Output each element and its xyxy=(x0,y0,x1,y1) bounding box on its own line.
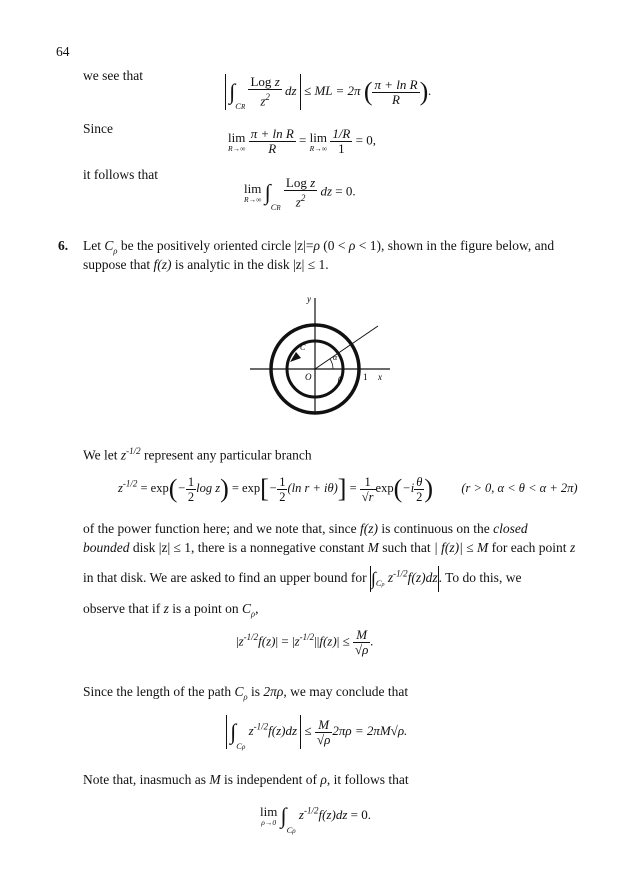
text-since-length: Since the length of the path $C_\rho$ is 2πρ, we may conclude that xyxy=(83,684,409,702)
equation-pointwise-bound: $|z^{-1/2}f(z)| = |z^{-1/2}||f(z)|$ ≤ $\frac{M}{√\rho}$ . xyxy=(236,627,374,657)
text-power-line1: of the power function here; and we note that, since f(z) is continuous on the closed xyxy=(83,521,528,536)
one-label: 1 xyxy=(363,372,368,382)
text-since: Since xyxy=(83,121,113,136)
equation-limit: lim R→∞ $\frac{\text{π + ln R}}{R}$ = lim R→∞ $\frac{1/R}{1}$ = 0, xyxy=(228,126,376,156)
text-observe: observe that if z is a point on $C_\rho$, xyxy=(83,601,259,619)
page-number: 64 xyxy=(56,44,70,59)
x-axis-label: x xyxy=(378,372,382,382)
item6-line2: suppose that f(z) is analytic in the disk |z| ≤ 1. xyxy=(83,257,329,272)
branch-ray xyxy=(315,326,378,369)
equation-branch-definition: $z^{-1/2} = \exp(-$ $\frac{1}{2}$ log z) = exp[− $\frac{1}{2}$ (ln r + iθ)] = $\frac{1}{√r}$ exp(−i $\frac{\theta}{2}$ ) (r > 0, α < θ < α + 2π) xyxy=(118,474,578,504)
text-we-let: We let $z^{-1/2}$ represent any particular branch xyxy=(83,446,312,463)
item6-line1: Let $C_\rho$ be the positively oriented circle |z|=ρ (0 < ρ < 1), shown in the figure below, and xyxy=(83,238,555,256)
circle-figure xyxy=(250,290,400,420)
circle-label: C xyxy=(300,343,306,352)
alpha-label: α xyxy=(333,353,338,362)
origin-label: O xyxy=(305,372,312,382)
text-we-see-that: we see that xyxy=(83,68,143,83)
item6-number: 6. xyxy=(58,238,69,253)
text-it-follows: it follows that xyxy=(83,167,158,182)
equation-limit-integral: lim R→∞ $\int_{CR}$ $\frac{\text{Log z}}{z^2}$ dz = 0. xyxy=(244,175,356,212)
text-note-that: Note that, inasmuch as M is independent of ρ, it follows that xyxy=(83,772,409,787)
y-axis-label: y xyxy=(307,294,311,304)
equation-ml-bound: $\int_{CR}$ $\frac{\text{Log z}}{z^2}$ dz ≤ ML = 2π ( $\frac{\text{π + ln R}}{R}$ ). xyxy=(225,74,432,111)
equation-final-limit: lim ρ→0 $\int_{C\rho}$ $z^{-1/2}f(z)dz = 0$. xyxy=(260,803,371,835)
rho-label: ρ xyxy=(338,373,343,383)
text-power-line3: in that disk. We are asked to find an upper bound for $\int_{C\rho}$ $z^{-1/2}f(z)dz$. To do this, we xyxy=(83,566,521,592)
text-power-line2: bounded disk |z| ≤ 1, there is a nonnegative constant M such that | f(z)| ≤ M for each point z xyxy=(83,540,576,555)
equation-integral-bound: $\int_{C\rho}$ $z^{-1/2}f(z)dz$ ≤ $\frac{M}{√\rho}$ 2πρ = 2πM√ρ. xyxy=(226,715,407,751)
